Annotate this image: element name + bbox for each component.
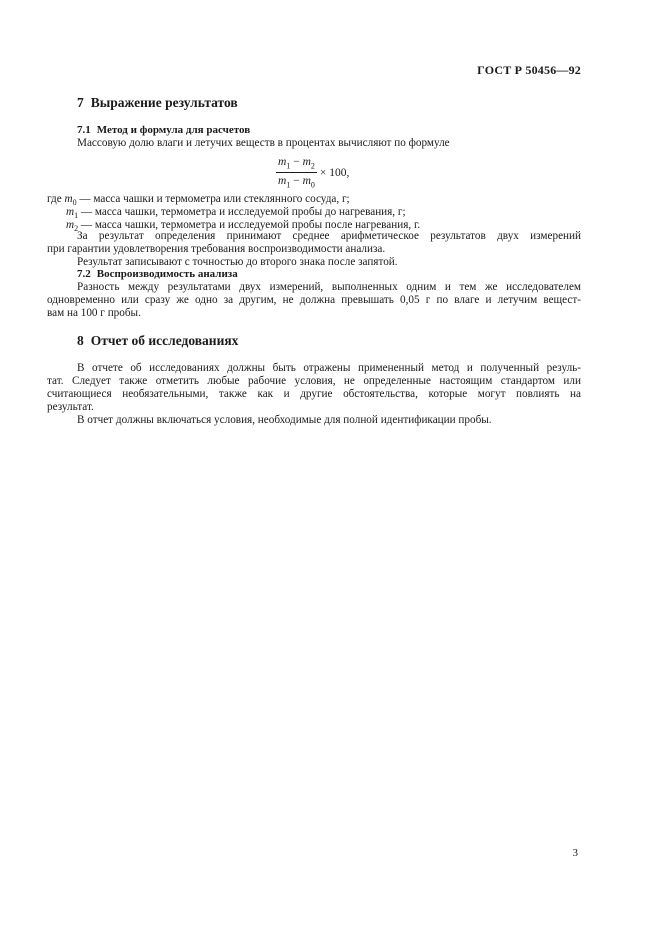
precision-text: Результат записывают с точностью до второго знака после запятой. [77,256,398,268]
reproducibility-line-3: вам на 100 г пробы. [47,307,141,319]
formula-numerator: $m_1 - m_2$ [278,156,315,171]
section-number: 7 [77,95,84,110]
standard-code: ГОСТ Р 50456—92 [477,63,581,77]
report-line-1: В отчете об исследованиях должны быть отражены примененный метод и полученный резуль- [77,362,581,374]
definition-m2: $m_2$ — масса чашки, термометра и исследуемой пробы после нагревания, г. [66,219,421,234]
section-7-heading [77,95,238,111]
subsection-title: Метод и формула для расчетов [96,124,251,136]
definition-m0: где $m_0$ — масса чашки и термометра или стеклянного сосуда, г; [47,193,350,208]
formula-multiplier: × 100, [319,166,350,179]
page-number: 3 [572,847,578,859]
mass-fraction-formula [276,156,349,190]
subsection-title: Воспроизводимость анализа [96,268,238,280]
section-title: Выражение результатов [90,95,238,110]
section-title: Отчет об исследованиях [90,333,239,348]
subsection-7-2-heading [77,268,238,280]
subsection-number: 7.2 [77,268,91,280]
reproducibility-line-2: одновременно или сразу же одно за другим, не должна превышать 0,05 г по влаге и летучим вещест- [47,294,581,306]
definition-m1: $m_1$ — масса чашки, термометра и исследуемой пробы до нагревания, г; [66,206,406,221]
report-line-5: В отчет должны включаться условия, необходимые для полной идентификации пробы. [77,414,492,426]
report-line-3: считающиеся необязательными, также как и другие обстоятельства, которые могут повлиять на [47,388,581,400]
subsection-7-1-heading [77,124,250,136]
formula-intro: Массовую долю влаги и летучих веществ в процентах вычисляют по формуле [77,137,450,149]
result-text-line-2: при гарантии удовлетворения требования воспроизводимости анализа. [47,243,386,255]
report-line-4: результат. [47,401,94,413]
reproducibility-line-1: Разность между результатами двух измерений, выполненных одним и тем же исследователем [77,281,581,293]
formula-denominator: $m_1 - m_0$ [278,175,315,190]
fraction-bar [276,172,317,173]
subsection-number: 7.1 [77,124,91,136]
result-text-line-1: За результат определения принимают среднее арифметическое результатов двух измерений [77,230,581,242]
section-number: 8 [77,333,84,348]
section-8-heading [77,333,238,349]
report-line-2: тат. Следует также отметить любые рабочие условия, не определенные настоящим стандартом или [47,375,581,387]
formula-fraction [276,156,317,190]
